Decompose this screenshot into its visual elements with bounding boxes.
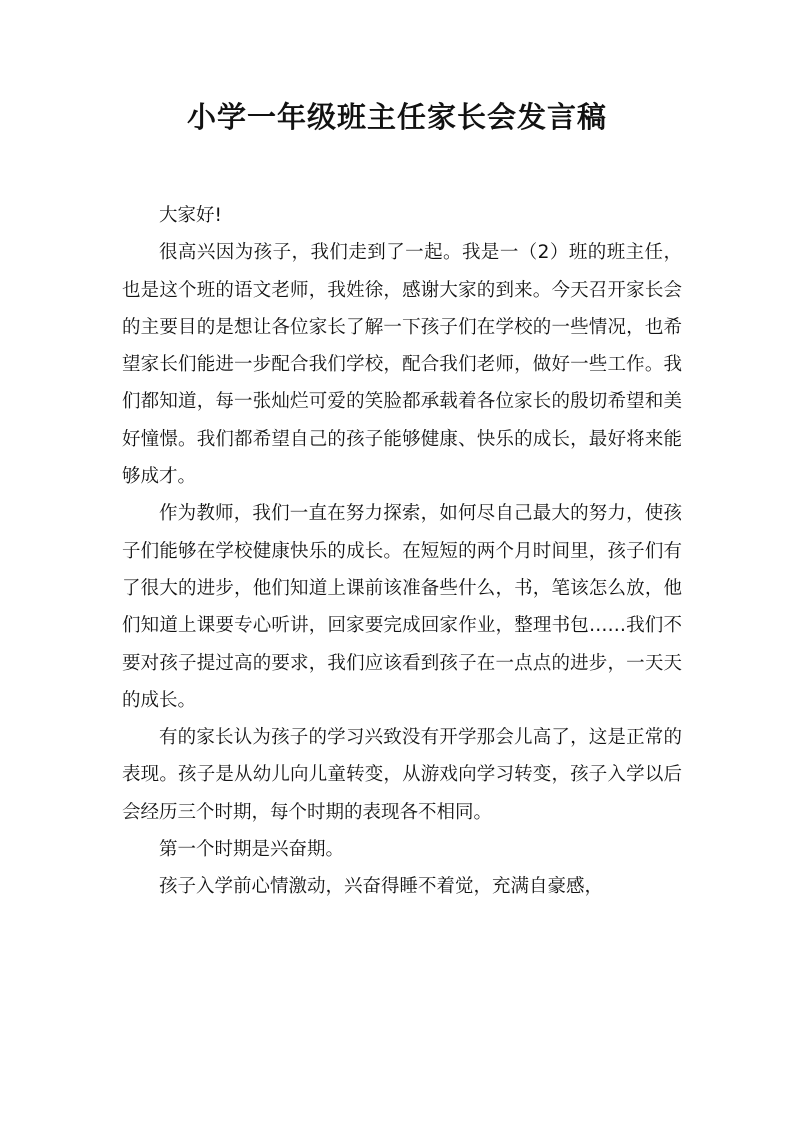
paragraph-first-period-text: 孩子入学前心情激动，兴奋得睡不着觉，充满自豪感， <box>159 876 604 898</box>
paragraph-teacher-efforts: 作为教师，我们一直在努力探索，如何尽自己最大的努力，使孩子们能够在学校健康快乐的成长。在短短的两个月时间里，孩子们有了很大的进步，他们知道上课前该准备些什么，书，笔该怎么放，他们知道上课要专心听讲，回家要完成回家作业，整理书包……我们不要对孩子提过高的要求，我们应该看到孩子在一点点的进步，一天天的成长。 <box>122 503 682 711</box>
paragraph-greeting: 大家好! <box>159 205 222 226</box>
paragraph-introduction: 很高兴因为孩子，我们走到了一起。我是一（2）班的班主任，也是这个班的语文老师，我姓徐，感谢大家的到来。今天召开家长会的主要目的是想让各位家长了解一下孩子们在学校的一些情况，也希望家长们能进一步配合我们学校，配合我们老师，做好一些工作。我们都知道，每一张灿烂可爱的笑脸都承载着各位家长的殷切希望和美好憧憬。我们都希望自己的孩子能够健康、快乐的成长，最好将来能够成才。 <box>122 242 682 488</box>
document-body <box>122 197 682 906</box>
document-title: 小学一年级班主任家长会发言稿 <box>186 100 607 134</box>
paragraph-first-period-heading: 第一个时期是兴奋期。 <box>159 839 345 861</box>
paragraph-learning-interest: 有的家长认为孩子的学习兴致没有开学那会儿高了，这是正常的表现。孩子是从幼儿向儿童转变，从游戏向学习转变，孩子入学以后会经历三个时期，每个时期的表现各不相同。 <box>122 727 682 823</box>
